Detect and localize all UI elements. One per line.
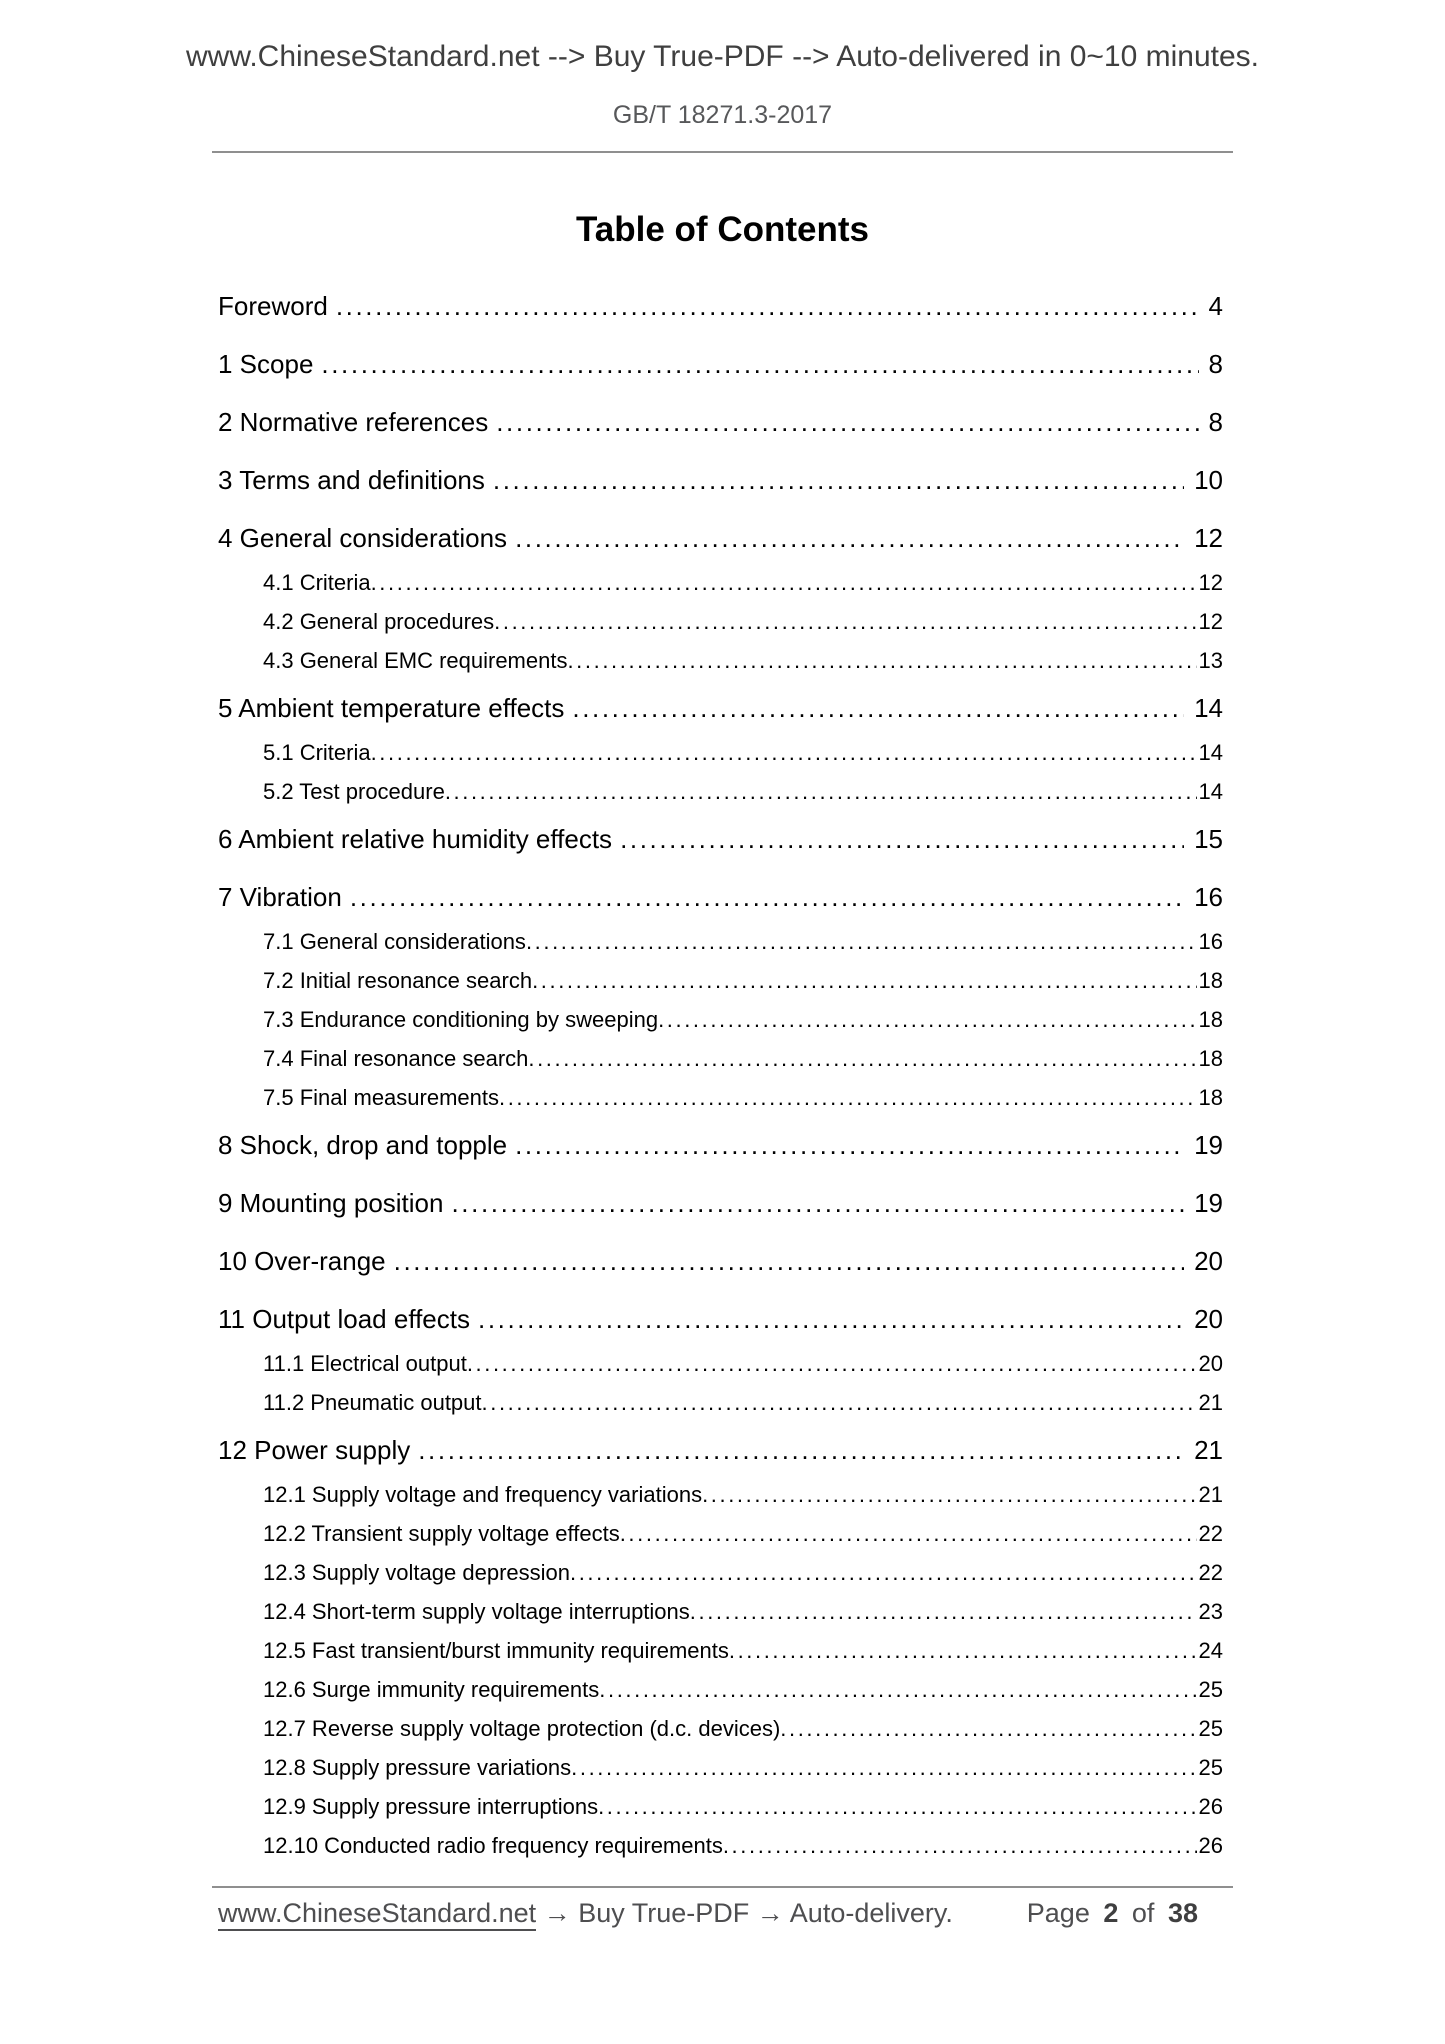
toc-entry-label: 3 Terms and definitions	[218, 465, 485, 495]
toc-dot-leader	[494, 609, 1196, 634]
toc-entry-page: 14	[1198, 779, 1223, 804]
toc-entry-page: 25	[1198, 1677, 1223, 1702]
toc-entry-label: 7.4 Final resonance search	[263, 1046, 529, 1071]
toc-dot-leader	[451, 1188, 1184, 1218]
site-banner: www.ChineseStandard.net --> Buy True-PDF --> Auto-delivered in 0~10 minutes.	[185, 40, 1260, 73]
page-word: Page	[1026, 1898, 1090, 1928]
toc-entry[interactable]	[218, 570, 1223, 595]
arrow-right-icon: →	[543, 1898, 571, 1928]
footer-buy-text: Buy True-PDF	[578, 1898, 750, 1928]
toc-entry-page: 18	[1198, 1085, 1223, 1110]
toc-entry-label: 4.1 Criteria	[263, 570, 371, 595]
toc-entry[interactable]	[218, 523, 1223, 553]
footer-divider	[212, 1886, 1233, 1888]
toc-entry-label: 7 Vibration	[218, 882, 342, 912]
toc-entry[interactable]	[218, 1560, 1223, 1585]
toc-entry[interactable]	[218, 1755, 1223, 1780]
toc-dot-leader	[350, 882, 1184, 912]
toc-entry[interactable]	[218, 824, 1223, 854]
toc-entry[interactable]	[218, 1246, 1223, 1276]
toc-dot-leader	[780, 1716, 1196, 1741]
toc-entry-label: 7.2 Initial resonance search	[263, 968, 533, 993]
toc-entry-page: 22	[1198, 1560, 1223, 1585]
toc-dot-leader	[620, 824, 1184, 854]
toc-entry-page: 22	[1198, 1521, 1223, 1546]
toc-dot-leader	[658, 1007, 1196, 1032]
toc-dot-leader	[394, 1246, 1184, 1276]
toc-entry-page: 24	[1198, 1638, 1223, 1663]
toc-entry[interactable]	[218, 1638, 1223, 1663]
toc-dot-leader	[445, 779, 1197, 804]
toc-entry-label: 7.5 Final measurements	[263, 1085, 499, 1110]
toc-entry[interactable]	[218, 1007, 1223, 1032]
toc-dot-leader	[528, 1046, 1196, 1071]
toc-entry-label: 11.1 Electrical output	[263, 1351, 467, 1376]
toc-dot-leader	[482, 1390, 1197, 1415]
toc-entry-label: 8 Shock, drop and topple	[218, 1130, 508, 1160]
toc-entry[interactable]	[218, 929, 1223, 954]
header-divider	[212, 151, 1233, 153]
toc-dot-leader	[567, 648, 1196, 673]
of-word: of	[1131, 1898, 1155, 1928]
toc-dot-leader	[371, 740, 1197, 765]
toc-entry-label: 12 Power supply	[218, 1435, 411, 1465]
toc-dot-leader	[598, 1794, 1196, 1819]
toc-entry[interactable]	[218, 1188, 1223, 1218]
toc-entry-page: 21	[1198, 1482, 1223, 1507]
toc-dot-leader	[571, 1755, 1196, 1780]
toc-entry-label: 10 Over-range	[218, 1246, 386, 1276]
toc-entry[interactable]	[218, 648, 1223, 673]
toc-entry-page: 26	[1198, 1794, 1223, 1819]
toc-entry-label: 6 Ambient relative humidity effects	[218, 824, 613, 854]
toc-entry[interactable]	[218, 1085, 1223, 1110]
toc-entry[interactable]	[218, 693, 1223, 723]
toc-dot-leader	[620, 1521, 1197, 1546]
toc-entry-label: Foreword	[218, 291, 328, 321]
toc-dot-leader	[418, 1435, 1184, 1465]
toc-entry-page: 19	[1194, 1188, 1223, 1218]
toc-entry[interactable]	[218, 609, 1223, 634]
toc-entry-label: 12.5 Fast transient/burst immunity requirements	[263, 1638, 729, 1663]
toc-entry[interactable]	[218, 968, 1223, 993]
toc-dot-leader	[599, 1677, 1196, 1702]
toc-entry-page: 14	[1194, 693, 1223, 723]
toc-entry[interactable]	[218, 1521, 1223, 1546]
footer-left	[218, 1896, 953, 1930]
footer-delivery-text: Auto-delivery.	[789, 1898, 953, 1928]
arrow-right-icon: →	[756, 1898, 784, 1928]
toc-entry-label: 7.3 Endurance conditioning by sweeping	[263, 1007, 659, 1032]
toc-entry-page: 18	[1198, 1046, 1223, 1071]
toc-entry-label: 12.4 Short-term supply voltage interruptions	[263, 1599, 690, 1624]
toc-entry-page: 12	[1198, 609, 1223, 634]
toc-entry[interactable]	[218, 291, 1223, 321]
toc-entry-label: 7.1 General considerations	[263, 929, 526, 954]
footer	[218, 1896, 1223, 1930]
toc-entry-page: 16	[1198, 929, 1223, 954]
toc-list	[218, 291, 1223, 1858]
toc-entry-page: 20	[1194, 1246, 1223, 1276]
toc-entry-label: 11 Output load effects	[218, 1304, 470, 1334]
toc-entry[interactable]	[218, 1716, 1223, 1741]
toc-entry[interactable]	[218, 1390, 1223, 1415]
page-total: 38	[1167, 1898, 1198, 1928]
toc-entry[interactable]	[218, 1482, 1223, 1507]
toc-entry[interactable]	[218, 349, 1223, 379]
toc-entry-page: 26	[1198, 1833, 1223, 1858]
toc-entry-page: 18	[1198, 968, 1223, 993]
toc-entry[interactable]	[218, 1794, 1223, 1819]
toc-entry-page: 13	[1198, 648, 1223, 673]
toc-dot-leader	[515, 523, 1184, 553]
toc-entry-label: 12.7 Reverse supply voltage protection (d.c. devices)	[263, 1716, 781, 1741]
toc-entry-label: 12.2 Transient supply voltage effects	[263, 1521, 620, 1546]
page-title: Table of Contents	[576, 210, 869, 249]
toc-entry-page: 20	[1194, 1304, 1223, 1334]
toc-dot-leader	[690, 1599, 1197, 1624]
toc-entry[interactable]	[218, 1046, 1223, 1071]
toc-entry-label: 5.2 Test procedure	[263, 779, 445, 804]
toc-entry-page: 23	[1198, 1599, 1223, 1624]
page-current: 2	[1103, 1898, 1119, 1928]
toc-entry-label: 12.1 Supply voltage and frequency variations	[263, 1482, 703, 1507]
toc-entry-page: 8	[1208, 407, 1223, 437]
toc-dot-leader	[478, 1304, 1184, 1334]
toc-dot-leader	[371, 570, 1197, 595]
toc-entry[interactable]	[218, 1130, 1223, 1160]
toc-entry-label: 2 Normative references	[218, 407, 489, 437]
toc-entry[interactable]	[218, 407, 1223, 437]
toc-entry[interactable]	[218, 779, 1223, 804]
toc-entry-page: 18	[1198, 1007, 1223, 1032]
toc-entry-page: 12	[1194, 523, 1223, 553]
toc-dot-leader	[499, 1085, 1197, 1110]
toc-entry[interactable]	[218, 1435, 1223, 1465]
toc-entry-label: 12.9 Supply pressure interruptions	[263, 1794, 599, 1819]
footer-site-link[interactable]: www.ChineseStandard.net	[218, 1898, 536, 1931]
toc-entry-label: 12.3 Supply voltage depression	[263, 1560, 570, 1585]
toc-entry[interactable]	[218, 1351, 1223, 1376]
toc-entry-label: 5.1 Criteria	[263, 740, 371, 765]
toc-entry-page: 8	[1208, 349, 1223, 379]
toc-dot-leader	[496, 407, 1198, 437]
toc-dot-leader	[467, 1351, 1197, 1376]
toc-dot-leader	[493, 465, 1184, 495]
toc-entry[interactable]	[218, 465, 1223, 495]
toc-entry-page: 21	[1198, 1390, 1223, 1415]
toc-entry-page: 14	[1198, 740, 1223, 765]
toc-dot-leader	[572, 693, 1184, 723]
toc-entry-label: 9 Mounting position	[218, 1188, 444, 1218]
toc-entry-page: 25	[1198, 1755, 1223, 1780]
toc-dot-leader	[702, 1482, 1196, 1507]
toc-entry[interactable]	[218, 740, 1223, 765]
toc-dot-leader	[336, 291, 1199, 321]
toc-dot-leader	[729, 1638, 1197, 1663]
toc-dot-leader	[532, 968, 1196, 993]
toc-dot-leader	[526, 929, 1197, 954]
toc-entry-label: 5 Ambient temperature effects	[218, 693, 565, 723]
toc-entry-label: 4.2 General procedures	[263, 609, 495, 634]
toc-entry-page: 21	[1194, 1435, 1223, 1465]
toc-entry-label: 4 General considerations	[218, 523, 508, 553]
toc-entry-label: 4.3 General EMC requirements	[263, 648, 568, 673]
toc-entry-page: 16	[1194, 882, 1223, 912]
toc-entry-page: 25	[1198, 1716, 1223, 1741]
page-indicator	[1027, 1896, 1198, 1930]
toc-entry-page: 19	[1194, 1130, 1223, 1160]
toc-entry-page: 12	[1198, 570, 1223, 595]
doc-number: GB/T 18271.3-2017	[612, 101, 833, 129]
toc-entry-page: 15	[1194, 824, 1223, 854]
toc-dot-leader	[723, 1833, 1197, 1858]
toc-entry-page: 10	[1194, 465, 1223, 495]
toc-entry-page: 4	[1208, 291, 1223, 321]
toc-entry[interactable]	[218, 882, 1223, 912]
toc-entry-label: 12.6 Surge immunity requirements	[263, 1677, 600, 1702]
toc-entry-label: 1 Scope	[218, 349, 314, 379]
toc-entry-page: 20	[1198, 1351, 1223, 1376]
toc-dot-leader	[515, 1130, 1184, 1160]
toc-entry-label: 12.8 Supply pressure variations	[263, 1755, 572, 1780]
toc-entry[interactable]	[218, 1304, 1223, 1334]
toc-dot-leader	[321, 349, 1198, 379]
toc-entry[interactable]	[218, 1833, 1223, 1858]
toc-dot-leader	[570, 1560, 1197, 1585]
toc-entry-label: 11.2 Pneumatic output	[263, 1390, 482, 1415]
toc-entry[interactable]	[218, 1599, 1223, 1624]
toc-entry[interactable]	[218, 1677, 1223, 1702]
toc-entry-label: 12.10 Conducted radio frequency requirements	[263, 1833, 723, 1858]
